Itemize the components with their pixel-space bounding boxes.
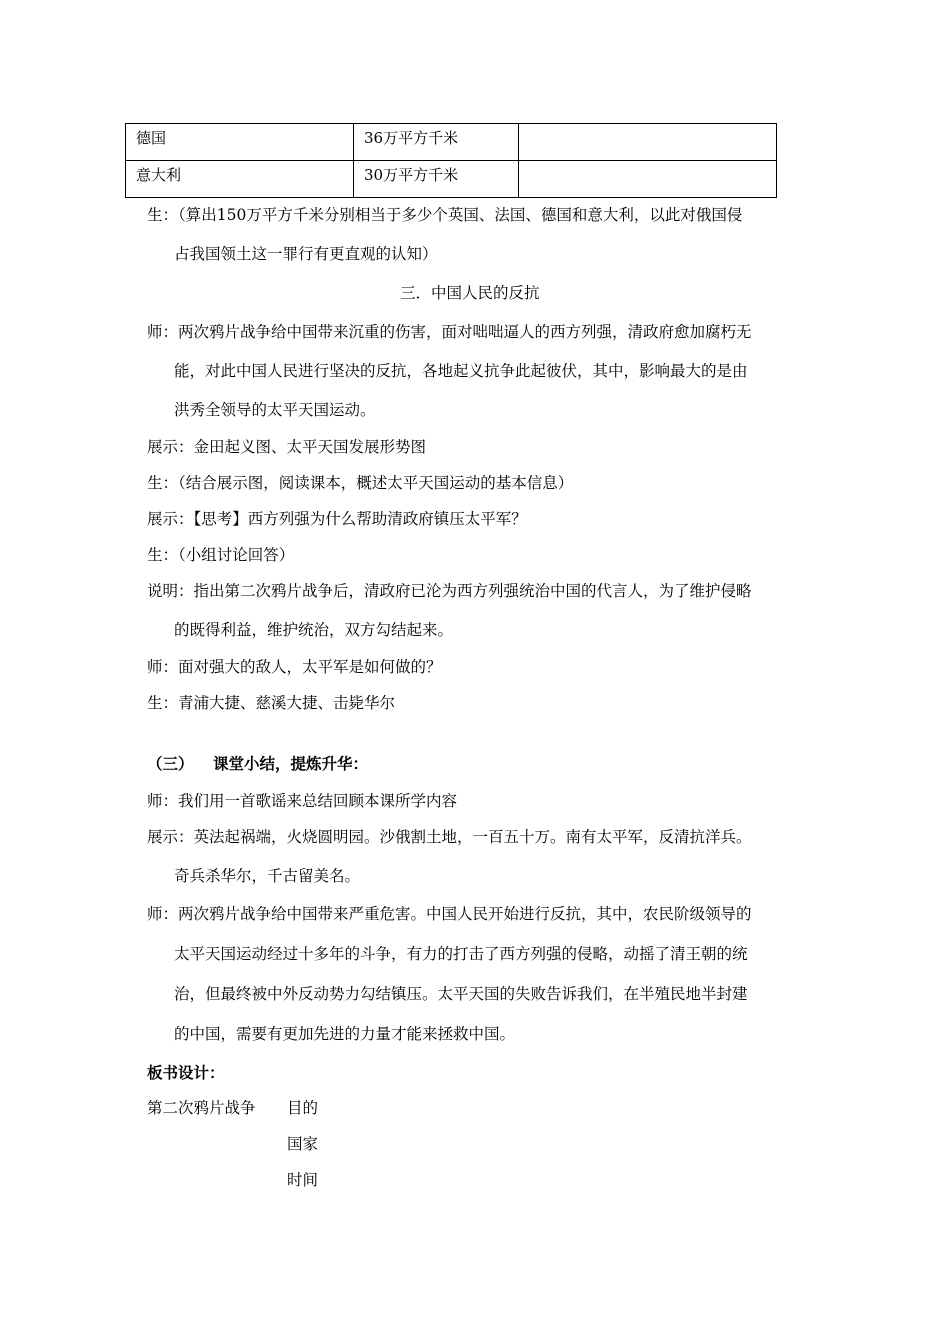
paragraph-line: 太平天国运动经过十多年的斗争，有力的打击了西方列强的侵略，动摇了清王朝的统: [174, 945, 748, 963]
paragraph-line: 生：（算出150万平方千米分别相当于多少个英国、法国、德国和意大利，以此对俄国侵: [147, 206, 743, 224]
paragraph-line: 生：（结合展示图，阅读课本，概述太平天国运动的基本信息）: [147, 474, 574, 492]
section-number: （三）: [147, 754, 194, 773]
paragraph-line: 生：（小组讨论回答）: [147, 546, 295, 564]
table-row: [126, 161, 777, 198]
paragraph-line: 奇兵杀华尔，千古留美名。: [174, 867, 361, 885]
paragraph-line: 的既得利益，维护统治，双方勾结起来。: [174, 621, 454, 639]
table-cell-note: [519, 124, 777, 161]
paragraph-line: 洪秀全领导的太平天国运动。: [174, 401, 376, 419]
area-table: [125, 123, 777, 198]
board-design-topic: 第二次鸦片战争: [147, 1099, 256, 1117]
paragraph-line: 能，对此中国人民进行坚决的反抗，各地起义抗争此起彼伏，其中，影响最大的是由: [174, 362, 748, 380]
paragraph-line: 展示：金田起义图、太平天国发展形势图: [147, 438, 427, 456]
paragraph-line: 展示：【思考】西方列强为什么帮助清政府镇压太平军？: [147, 510, 527, 528]
table-cell-area: 36万平方千米: [354, 124, 519, 161]
board-design-heading: 板书设计：: [147, 1063, 225, 1082]
section-heading: 课堂小结，提炼升华：: [213, 754, 369, 773]
paragraph-line: 生：青浦大捷、慈溪大捷、击毙华尔: [147, 694, 396, 712]
paragraph-line: 说明：指出第二次鸦片战争后，清政府已沦为西方列强统治中国的代言人，为了维护侵略: [147, 582, 752, 600]
table-cell-country: 德国: [126, 124, 354, 161]
paragraph-line: 展示：英法起祸端，火烧圆明园。沙俄割土地，一百五十万。南有太平军，反清抗洋兵。: [147, 828, 752, 846]
paragraph-line: 师：两次鸦片战争给中国带来严重危害。中国人民开始进行反抗，其中，农民阶级领导的: [147, 905, 752, 923]
board-design-item: 时间: [287, 1171, 319, 1189]
paragraph-line: 师：我们用一首歌谣来总结回顾本课所学内容: [147, 792, 458, 810]
table-cell-country: 意大利: [126, 161, 354, 198]
paragraph-line: 的中国，需要有更加先进的力量才能来拯救中国。: [174, 1025, 516, 1043]
board-design-item: 国家: [287, 1135, 319, 1153]
board-design-item: 目的: [287, 1099, 319, 1117]
table-cell-note: [519, 161, 777, 198]
paragraph-line: 占我国领土这一罪行有更直观的认知）: [174, 245, 438, 263]
paragraph-line: 治，但最终被中外反动势力勾结镇压。太平天国的失败告诉我们，在半殖民地半封建: [174, 985, 748, 1003]
paragraph-line: 师：两次鸦片战争给中国带来沉重的伤害，面对咄咄逼人的西方列强，清政府愈加腐朽无: [147, 323, 752, 341]
table-row: [126, 124, 777, 161]
section-heading: 三．中国人民的反抗: [400, 284, 540, 302]
paragraph-line: 师：面对强大的敌人，太平军是如何做的？: [147, 658, 442, 676]
table-cell-area: 30万平方千米: [354, 161, 519, 198]
